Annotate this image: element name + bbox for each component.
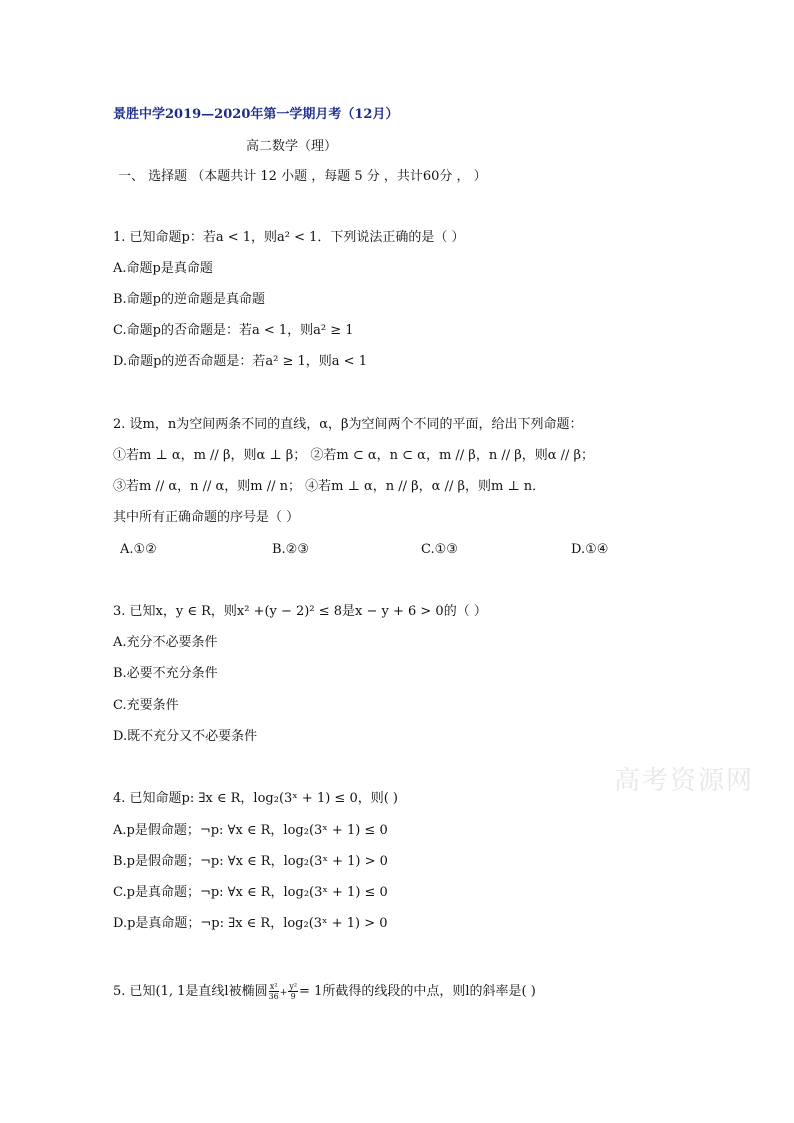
- plus-sign: +: [279, 988, 288, 998]
- question-1-option-b: B.命题p的逆命题是真命题: [113, 292, 266, 307]
- question-3-option-a: A.充分不必要条件: [113, 635, 218, 650]
- fraction-x-denominator: 36: [268, 992, 279, 1001]
- question-4-option-b: B.p是假命题；¬p: ∀x ∈ R，log₂(3ˣ + 1) > 0: [113, 854, 388, 869]
- question-2-option-d: D.①④: [571, 542, 609, 557]
- question-3-option-c: C.充要条件: [113, 698, 179, 713]
- exam-subtitle: 高二数学（理）: [246, 139, 338, 154]
- question-2-propositions-3-4: ③若m // α，n // α，则m // n； ④若m ⊥ α，n // β，α // β，则m ⊥ n．: [113, 479, 546, 494]
- question-1-option-c: C.命题p的否命题是：若a < 1，则a² ≥ 1: [113, 323, 354, 338]
- question-5-stem-part-a: 5. 已知(1, 1是直线l被椭圆: [113, 984, 268, 999]
- question-5-stem-part-b: = 1所截得的线段的中点，则l的斜率是( ): [299, 984, 536, 999]
- question-2-prompt: 其中所有正确命题的序号是（ ）: [113, 510, 300, 525]
- question-3-stem: 3. 已知x，y ∈ R，则x² +(y − 2)² ≤ 8是x − y + 6 > 0的（ ）: [113, 604, 487, 619]
- question-2-option-a: A.①②: [120, 542, 157, 557]
- question-5-stem: [113, 982, 536, 1002]
- ellipse-fraction-y: [288, 982, 298, 1001]
- question-2-propositions-1-2: ①若m ⊥ α，m // β，则α ⊥ β； ②若m ⊂ α，n ⊂ α，m // β，n // β，则α // β；: [113, 448, 595, 463]
- question-4-option-c: C.p是真命题；¬p: ∀x ∈ R，log₂(3ˣ + 1) ≤ 0: [113, 885, 388, 900]
- question-3-option-b: B.必要不充分条件: [113, 666, 218, 681]
- ellipse-fraction-x: [269, 982, 279, 1001]
- question-4-stem: 4. 已知命题p: ∃x ∈ R，log₂(3ˣ + 1) ≤ 0，则( ): [113, 791, 399, 806]
- question-1-option-a: A.命题p是真命题: [113, 261, 213, 276]
- question-2-option-c: C.①③: [421, 542, 458, 557]
- question-4-option-d: D.p是真命题；¬p: ∃x ∈ R，log₂(3ˣ + 1) > 0: [113, 916, 388, 931]
- exam-title: 景胜中学2019—2020年第一学期月考（12月）: [113, 107, 399, 122]
- fraction-y-numerator: y²: [289, 982, 298, 991]
- fraction-x-numerator: x²: [269, 982, 278, 991]
- question-3-option-d: D.既不充分又不必要条件: [113, 729, 258, 744]
- section-heading: 一、 选择题 （本题共计 12 小题 ，每题 5 分 ，共计60分 ， ）: [118, 169, 487, 184]
- question-2-option-b: B.②③: [272, 542, 309, 557]
- watermark: 高考资源网: [613, 766, 754, 796]
- question-1-stem: 1. 已知命题p：若a < 1，则a² < 1．下列说法正确的是（ ）: [113, 230, 465, 245]
- question-2-stem: 2. 设m，n为空间两条不同的直线，α，β为空间两个不同的平面，给出下列命题：: [113, 417, 583, 432]
- fraction-y-denominator: 9: [290, 992, 296, 1001]
- question-4-option-a: A.p是假命题；¬p: ∀x ∈ R，log₂(3ˣ + 1) ≤ 0: [113, 823, 388, 838]
- question-1-option-d: D.命题p的逆否命题是：若a² ≥ 1，则a < 1: [113, 354, 367, 369]
